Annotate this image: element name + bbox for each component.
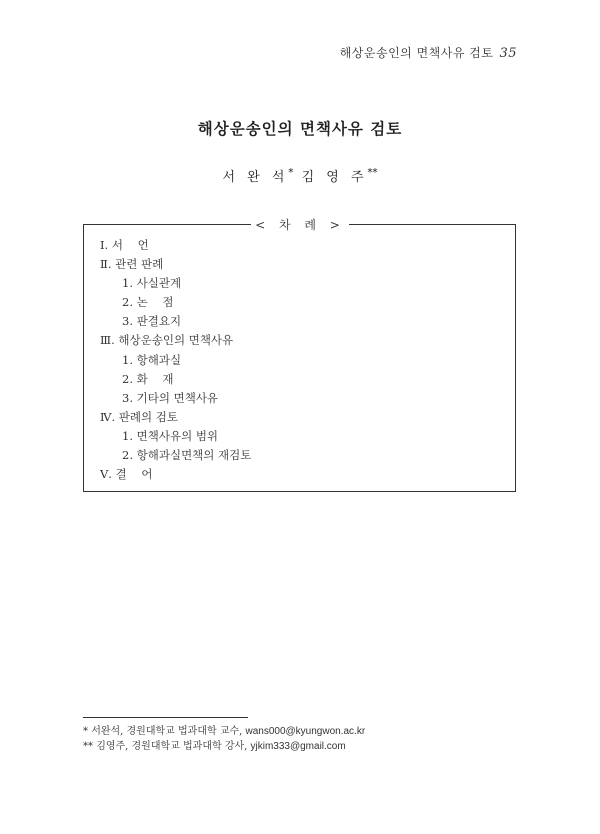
footnote-email: yjkim333@gmail.com — [250, 741, 346, 752]
toc-item: 3. 기타의 면책사유 — [122, 390, 219, 405]
toc-item: 2. 화 재 — [122, 371, 174, 386]
footnote — [83, 724, 365, 739]
toc-item: 1. 항해과실 — [122, 352, 182, 367]
toc-item: 2. 항해과실면책의 재검토 — [122, 448, 252, 463]
author-footnote-mark: ** — [367, 167, 378, 179]
toc-heading — [0, 214, 600, 233]
footnote-text: 김영주, 경원대학교 법과대학 강사, — [96, 741, 251, 752]
toc-list — [100, 236, 251, 484]
article-title: 해상운송인의 면책사유 검토 — [197, 119, 403, 138]
toc-item: 3. 판결요지 — [122, 314, 182, 329]
footnote-mark: ** — [83, 741, 93, 752]
toc-heading-label: < 차 례 > — [251, 218, 349, 232]
footnote-email: wans000@kyungwon.ac.kr — [245, 726, 366, 737]
toc-item: Ⅱ. 관련 판례 — [100, 257, 164, 272]
footnote-mark: * — [83, 726, 88, 737]
author-footnote-mark: * — [288, 167, 294, 179]
toc-item: Ⅰ. 서 언 — [100, 238, 149, 252]
toc-item: 1. 면책사유의 범위 — [122, 428, 219, 443]
footnote — [83, 739, 365, 754]
toc-item: 2. 논 점 — [122, 295, 174, 310]
footnote-divider — [83, 717, 248, 718]
footnotes — [83, 724, 365, 754]
author-line — [0, 166, 600, 185]
author-name: 서 완 석 — [222, 170, 289, 185]
toc-item: Ⅴ. 결 어 — [100, 467, 153, 482]
running-header-title: 해상운송인의 면책사유 검토 — [339, 46, 494, 60]
page-number: 35 — [499, 46, 517, 61]
toc-item: 1. 사실관계 — [122, 276, 182, 291]
footnote-text: 서완석, 경원대학교 법과대학 교수, — [91, 726, 246, 737]
author-name: 김 영 주 — [301, 170, 368, 185]
toc-item: Ⅲ. 해상운송인의 면책사유 — [100, 333, 234, 348]
running-header — [340, 44, 517, 61]
toc-item: Ⅳ. 판례의 검토 — [100, 409, 178, 424]
